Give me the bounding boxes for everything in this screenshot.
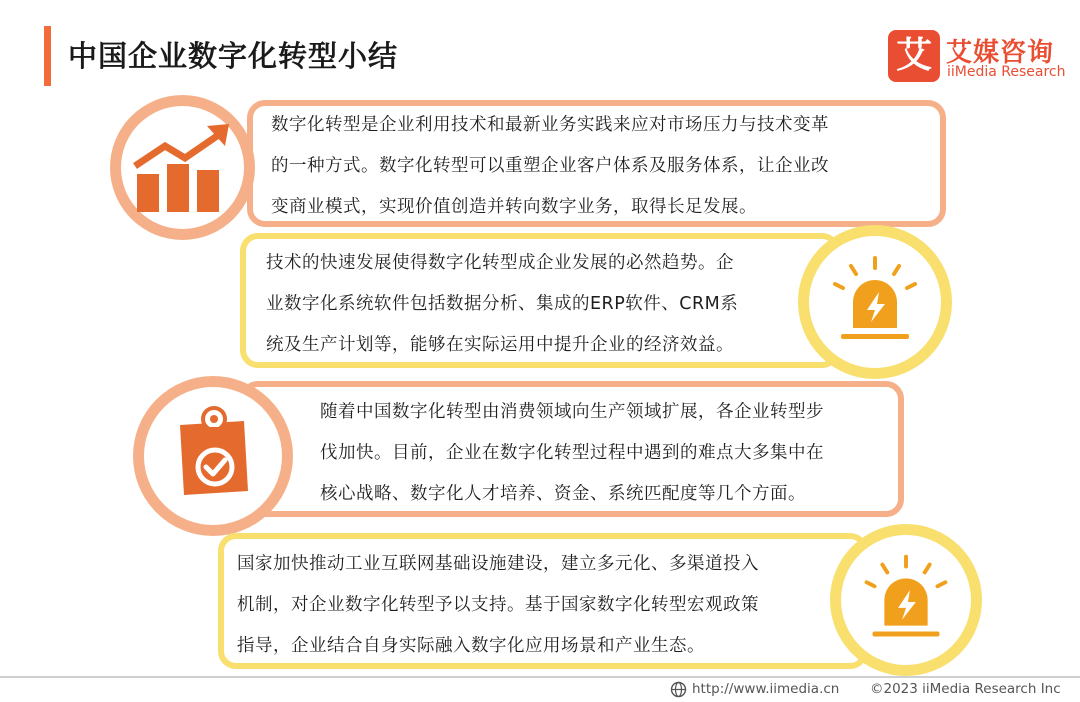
card-2-text: [266, 243, 738, 366]
card-3-icon-circle: [133, 376, 293, 536]
summary-card-1: [247, 100, 946, 227]
alarm-light-icon: [841, 535, 971, 665]
card-4-line-1: 国家加快推动工业互联网基础设施建设，建立多元化、多渠道投入: [237, 554, 759, 574]
title-accent-bar: [44, 26, 51, 86]
growth-chart-icon: [121, 106, 244, 229]
page-title: 中国企业数字化转型小结: [68, 39, 399, 73]
card-4-icon-circle: [830, 524, 982, 676]
card-3-line-3: 核心战略、数字化人才培养、资金、系统匹配度等几个方面。: [320, 484, 806, 504]
card-1-line-2: 的一种方式。数字化转型可以重塑企业客户体系及服务体系，让企业改: [271, 156, 829, 176]
summary-card-4: [218, 533, 868, 669]
footer-divider: [0, 676, 1080, 678]
logo-mark: 艾: [888, 30, 940, 82]
card-1-text: [271, 105, 829, 228]
card-2-line-3: 统及生产计划等，能够在实际运用中提升企业的经济效益。: [266, 335, 734, 355]
checklist-icon: [144, 387, 282, 525]
globe-icon: [670, 681, 687, 698]
card-4-text: [237, 544, 759, 667]
card-3-line-1: 随着中国数字化转型由消费领域向生产领域扩展，各企业转型步: [320, 402, 824, 422]
card-3-line-2: 伐加快。目前，企业在数字化转型过程中遇到的难点大多集中在: [320, 443, 824, 463]
card-2-icon-circle: [798, 225, 952, 379]
summary-card-3: [240, 381, 904, 517]
card-1-line-1: 数字化转型是企业利用技术和最新业务实践来应对市场压力与技术变革: [271, 115, 829, 135]
card-2-line-2: 业数字化系统软件包括数据分析、集成的ERP软件、CRM系: [266, 294, 739, 314]
alarm-light-icon: [809, 236, 941, 368]
summary-card-2: [240, 233, 840, 368]
brand-logo: [888, 30, 1066, 86]
footer-copyright: ©2023 iiMedia Research Inc: [870, 681, 1061, 697]
card-3-text: [320, 392, 824, 515]
card-1-line-3: 变商业模式，实现价值创造并转向数字业务，取得长足发展。: [271, 197, 757, 217]
card-4-line-3: 指导，企业结合自身实际融入数字化应用场景和产业生态。: [237, 636, 705, 656]
logo-name-cn: 艾媒咨询: [946, 38, 1055, 68]
card-2-line-1: 技术的快速发展使得数字化转型成企业发展的必然趋势。企: [266, 253, 734, 273]
card-1-icon-circle: [110, 95, 255, 240]
card-4-line-2: 机制，对企业数字化转型予以支持。基于国家数字化转型宏观政策: [237, 595, 759, 615]
logo-name-en: iiMedia Research: [947, 64, 1066, 80]
footer-url[interactable]: http://www.iimedia.cn: [692, 681, 840, 697]
